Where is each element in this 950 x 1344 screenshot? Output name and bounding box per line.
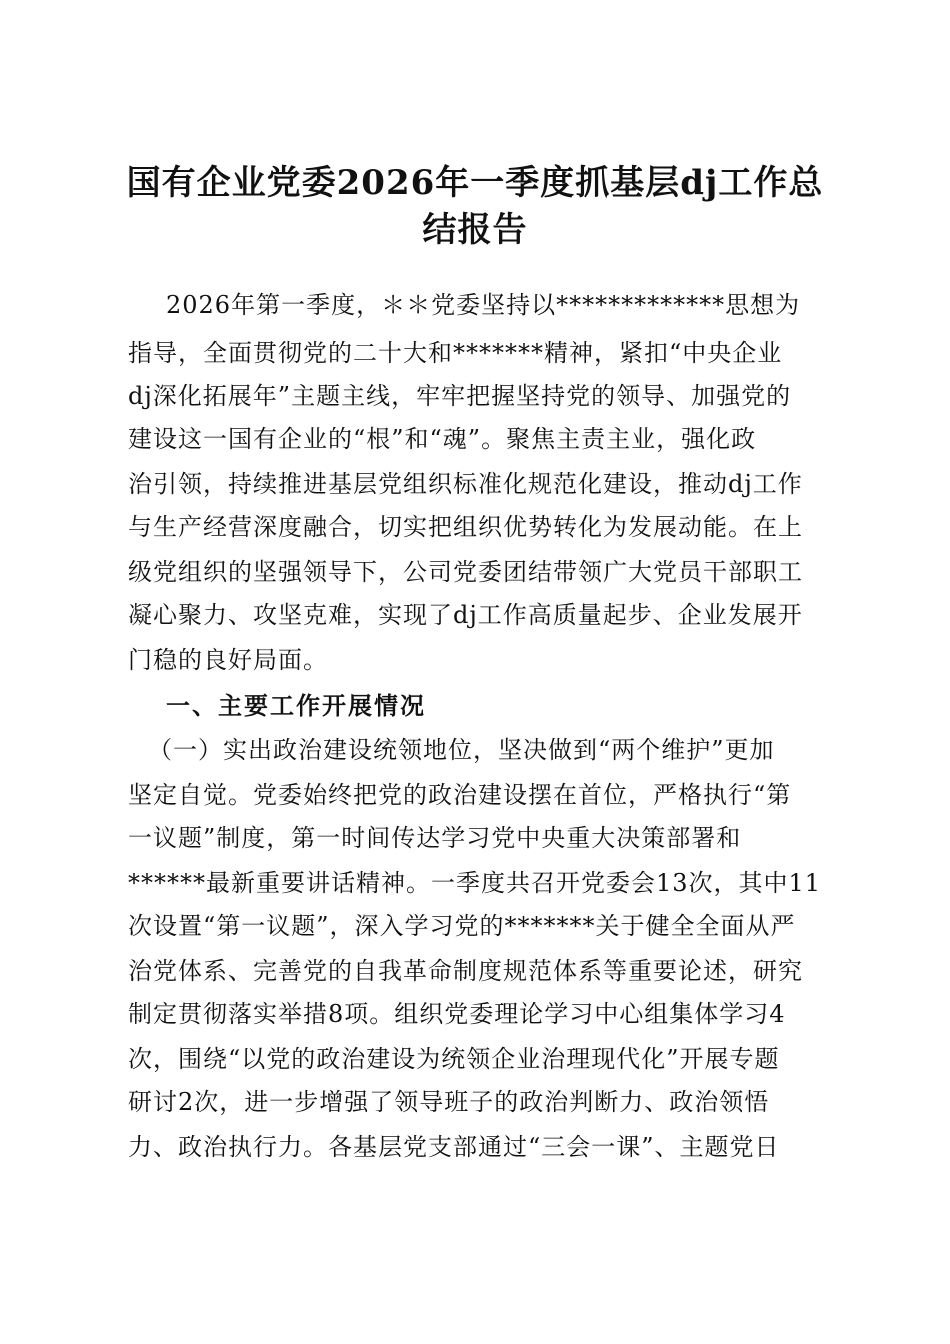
intro-line: 治引领，持续推进基层党组织标准化规范化建设，推动dj工作: [128, 470, 803, 498]
intro-line: 凝心聚力、攻坚克难，实现了dj工作高质量起步、企业发展开: [128, 601, 803, 629]
intro-line: 指导，全面贯彻党的二十大和*******精神，紧扣“中央企业: [128, 339, 783, 367]
section-line: 一议题”制度，第一时间传达学习党中央重大决策部署和: [128, 824, 742, 852]
section-line: 次，围绕“以党的政治建设为统领企业治理现代化”开展专题: [128, 1045, 780, 1073]
section-line: 坚定自觉。党委始终把党的政治建设摆在首位，严格执行“第: [128, 781, 792, 809]
section-line: 研讨2次，进一步增强了领导班子的政治判断力、政治领悟: [128, 1088, 770, 1116]
intro-line: 级党组织的坚强领导下，公司党委团结带领广大党员干部职工: [128, 558, 803, 586]
document-title: 国有企业党委2026年一季度抓基层dj工作总结报告: [126, 163, 824, 250]
intro-line: 2026年第一季度，＊＊党委坚持以*************思想为: [166, 291, 801, 319]
section-line: 制定贯彻落实举措8项。组织党委理论学习中心组集体学习4: [128, 1000, 786, 1028]
intro-line: 与生产经营深度融合，切实把组织优势转化为发展动能。在上: [128, 513, 803, 541]
section-line: ******最新重要讲话精神。一季度共召开党委会13次，其中11: [128, 869, 822, 897]
section-line: 治党体系、完善党的自我革命制度规范体系等重要论述，研究: [128, 957, 803, 985]
intro-line: 建设这一国有企业的“根”和“魂”。聚焦主责主业，强化政: [128, 425, 757, 453]
section-line: 次设置“第一议题”，深入学习党的*******关于健全全面从严: [128, 912, 796, 940]
section-line: 力、政治执行力。各基层党支部通过“三会一课”、主题党日: [128, 1133, 780, 1161]
section-line: （一）实出政治建设统领地位，坚决做到“两个维护”更加: [148, 736, 775, 764]
intro-line: dj深化拓展年”主题主线，牢牢把握坚持党的领导、加强党的: [128, 382, 792, 410]
intro-line: 门稳的良好局面。: [128, 646, 328, 674]
section-heading: 一、主要工作开展情况: [166, 692, 426, 720]
